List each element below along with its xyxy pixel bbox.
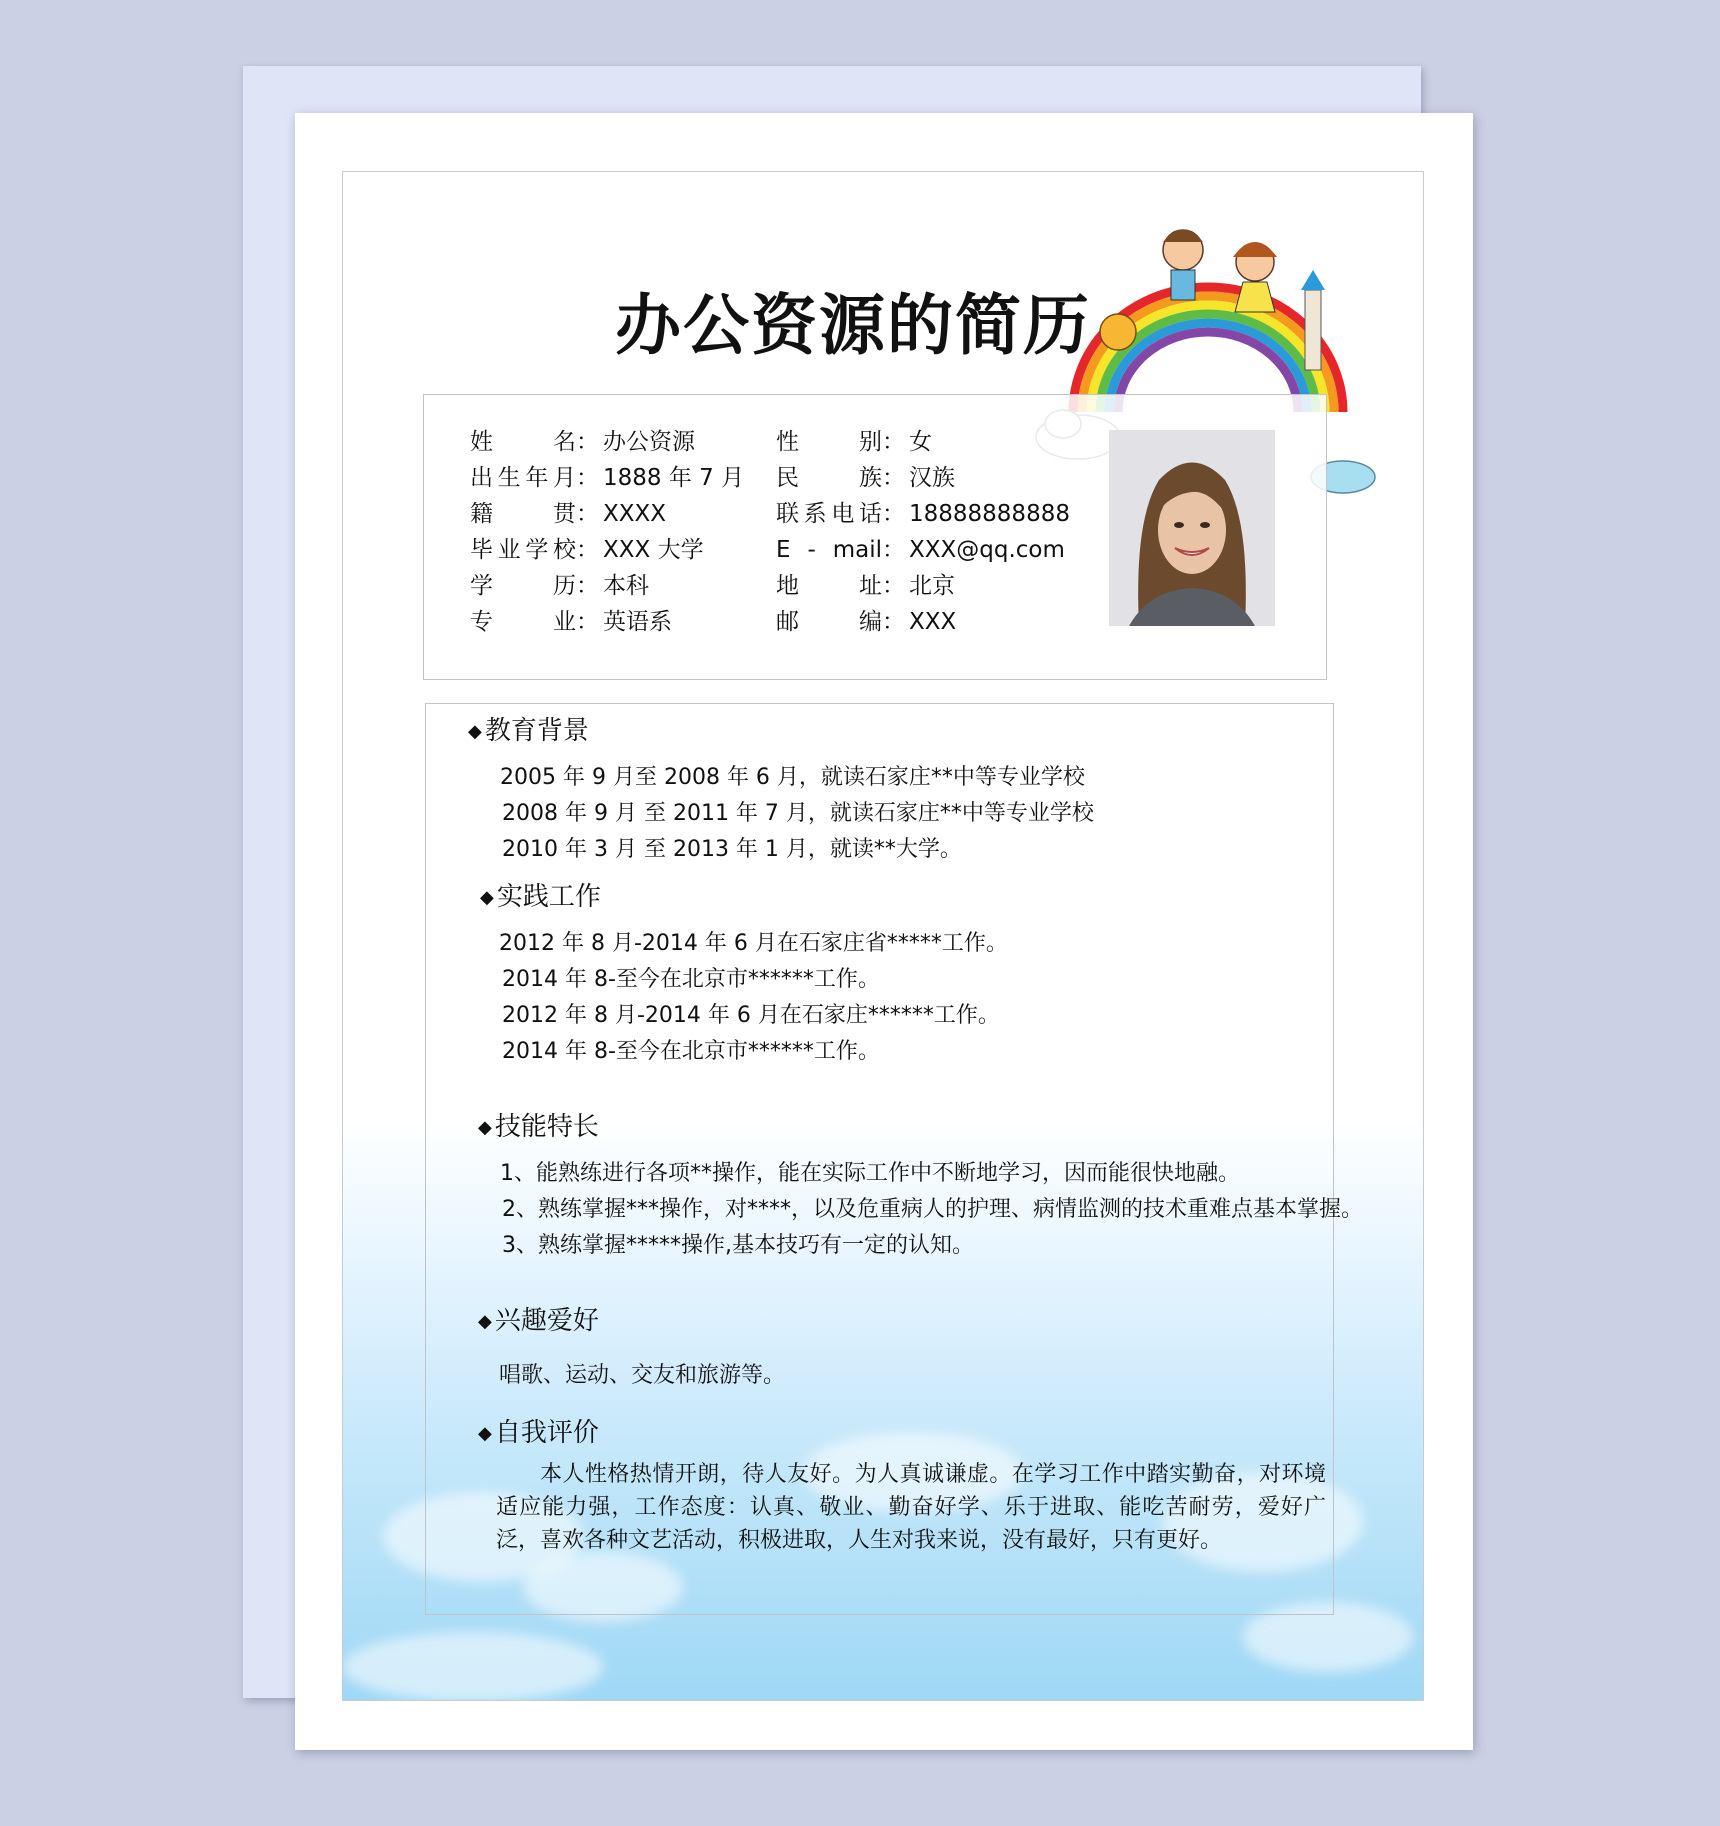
info-value: 北京	[909, 573, 955, 599]
info-label: E - mail	[776, 537, 882, 563]
info-postcode: 邮编： XXX	[776, 603, 956, 636]
info-value: XXX	[909, 609, 957, 635]
info-value: XXX 大学	[603, 537, 704, 563]
content-box	[425, 703, 1363, 1615]
info-label: 专业	[470, 609, 576, 635]
info-label: 联系电话	[776, 501, 882, 527]
section-title-hobbies: ◆ 兴趣爱好	[478, 1306, 599, 1336]
info-value: 汉族	[909, 465, 955, 491]
info-email: E - mail： XXX@qq.com	[776, 537, 1065, 563]
diamond-bullet-icon: ◆	[478, 1311, 492, 1332]
info-label: 姓名	[470, 429, 576, 455]
info-label: 邮编	[776, 609, 882, 635]
resume-page	[295, 113, 1473, 1750]
info-value: 英语系	[603, 609, 672, 635]
cloud-decoration	[343, 1632, 603, 1701]
diamond-bullet-icon: ◆	[468, 721, 482, 742]
diamond-bullet-icon: ◆	[478, 1117, 492, 1138]
basic-info-box	[423, 394, 1327, 680]
page-title: 办公资源的简历	[615, 287, 1091, 364]
education-item: 2005 年 9 月至 2008 年 6 月，就读石家庄**中等专业学校	[500, 765, 1085, 790]
practice-item: 2014 年 8-至今在北京市******工作。	[502, 967, 880, 992]
skill-item: 1、能熟练进行各项**操作，能在实际工作中不断地学习，因而能很快地融。	[500, 1161, 1240, 1186]
info-label: 民族	[776, 465, 882, 491]
practice-item: 2012 年 8 月-2014 年 6 月在石家庄******工作。	[502, 1003, 1000, 1028]
skill-item: 2、熟练掌握***操作，对****，以及危重病人的护理、病情监测的技术重难点基本掌握。	[502, 1197, 1363, 1222]
info-value: 1888 年 7 月	[603, 465, 745, 491]
self-eval-text: 本人性格热情开朗，待人友好。为人真诚谦虚。在学习工作中踏实勤奋，对环境适应能力强，工作态度：认真、敬业、勤奋好学、乐于进取、能吃苦耐劳，爱好广泛，喜欢各种文艺活动，积极进取，人生对我来说，没有最好，只有更好。	[496, 1462, 1326, 1553]
info-value: XXXX	[603, 501, 667, 527]
info-gender: 性别： 女	[776, 423, 932, 456]
info-phone: 联系电话： 18888888888	[776, 495, 1070, 528]
education-item: 2010 年 3 月 至 2013 年 1 月，就读**大学。	[502, 837, 962, 862]
info-major: 专业： 英语系	[470, 603, 672, 636]
section-title-self-eval: ◆ 自我评价	[478, 1418, 599, 1448]
hobbies-text: 唱歌、运动、交友和旅游等。	[499, 1363, 786, 1388]
info-label: 学历	[470, 573, 576, 599]
info-value: 18888888888	[909, 501, 1070, 527]
section-title-skills: ◆ 技能特长	[478, 1112, 599, 1142]
info-name: 姓名： 办公资源	[470, 423, 695, 456]
page-frame	[342, 171, 1424, 1701]
diamond-bullet-icon: ◆	[478, 1423, 492, 1444]
info-degree: 学历： 本科	[470, 567, 649, 600]
profile-photo	[1109, 430, 1275, 626]
info-label: 籍贯	[470, 501, 576, 527]
education-item: 2008 年 9 月 至 2011 年 7 月，就读石家庄**中等专业学校	[502, 801, 1094, 826]
info-label: 出生年月	[470, 465, 576, 491]
info-hometown: 籍贯： XXXX	[470, 495, 666, 528]
info-value: 女	[909, 429, 932, 455]
info-label: 毕业学校	[470, 537, 576, 563]
info-label: 地址	[776, 573, 882, 599]
info-birth: 出生年月： 1888 年 7 月	[470, 459, 744, 492]
info-address: 地址： 北京	[776, 567, 955, 600]
section-title-practice: ◆ 实践工作	[480, 882, 601, 912]
info-value: 办公资源	[603, 429, 695, 455]
info-label: 性别	[776, 429, 882, 455]
info-ethnicity: 民族： 汉族	[776, 459, 955, 492]
practice-item: 2012 年 8 月-2014 年 6 月在石家庄省*****工作。	[499, 931, 1008, 956]
section-title-education: ◆ 教育背景	[468, 716, 589, 746]
practice-item: 2014 年 8-至今在北京市******工作。	[502, 1039, 880, 1064]
info-value: XXX@qq.com	[909, 537, 1065, 563]
skill-item: 3、熟练掌握*****操作,基本技巧有一定的认知。	[502, 1233, 974, 1258]
info-school: 毕业学校： XXX 大学	[470, 531, 704, 564]
info-value: 本科	[603, 573, 649, 599]
diamond-bullet-icon: ◆	[480, 887, 494, 908]
